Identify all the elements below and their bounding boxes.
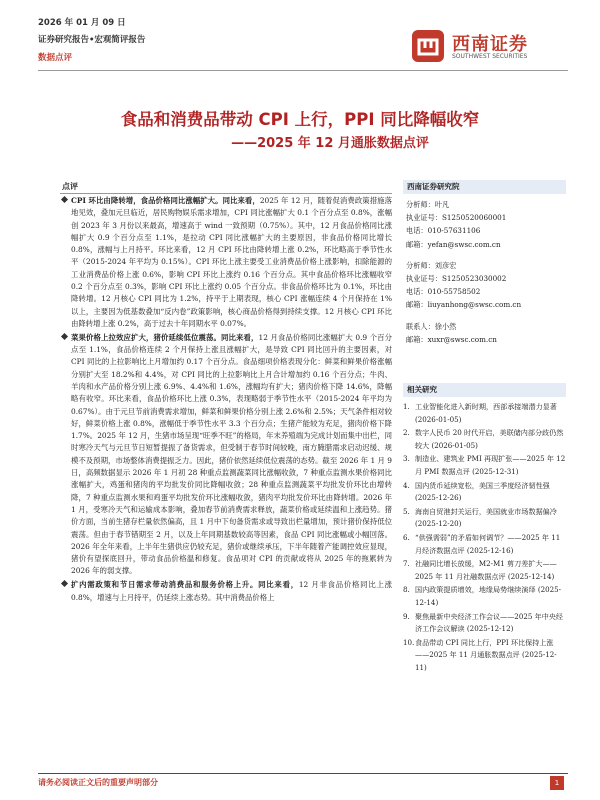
report-type: 证券研究报告•宏观简评报告 — [38, 35, 146, 45]
list-item[interactable]: 8. 国内政策提质增效，地缘局势继续演绎 (2025-12-14) — [403, 585, 562, 607]
list-item[interactable]: 7. 社融同比增长放缓，M2-M1 剪刀差扩大——2025 年 11 月社融数据点评 (2025-12-14) — [403, 559, 557, 581]
list-item[interactable]: 2. 数字人民币 20 时代开启，美联储内部分歧仍然较大 (2026-01-05) — [403, 428, 564, 450]
paragraph-nonfood — [62, 579, 392, 604]
analyst-name: 分析师：叶凡 — [406, 200, 450, 209]
paragraph-cpi — [62, 195, 392, 330]
bullet-icon — [61, 333, 68, 340]
report-kind: 数据点评 — [38, 53, 73, 63]
related-research-panel — [403, 383, 566, 675]
related-research-list — [403, 401, 566, 674]
contact-name: 联系人：徐小然 — [406, 321, 457, 331]
analyst-phone: 电话：010-55758502 — [406, 287, 481, 297]
section-label: 点评 — [62, 181, 78, 191]
page-number: 1 — [550, 776, 564, 790]
paragraph-text: 12 月非食品价格同比上涨 0.8%，增速与上月持平，仍延续上涨态势。其中消费品价格上 — [71, 580, 392, 602]
analyst-name: 分析师：刘彦宏 — [406, 260, 457, 270]
logo-mark-icon — [410, 28, 446, 64]
contact-email[interactable]: 邮箱：xuxr@swsc.com.cn — [406, 334, 497, 344]
analyst-email[interactable]: 邮箱：yefan@swsc.com.cn — [406, 239, 501, 249]
analyst-cert: 执业证号：S1250520060001 — [406, 213, 507, 223]
list-item[interactable]: 5. 海南自贸港封关运行，美国就业市场数据偏冷 (2025-12-20) — [403, 506, 557, 529]
section-divider — [60, 193, 392, 194]
related-research-header: 相关研究 — [403, 383, 566, 397]
footer-notice: 请务必阅读正文后的重要声明部分 — [38, 777, 158, 787]
page-subtitle: ——2025 年 12 月通胀数据点评 — [231, 136, 429, 151]
footer-divider — [38, 773, 568, 774]
analyst-panel — [403, 180, 566, 346]
header-divider — [38, 70, 568, 71]
analyst-email[interactable]: 邮箱：liuyanhong@swsc.com.cn — [406, 300, 522, 310]
page-title: 食品和消费品带动 CPI 上行，PPI 同比降幅收窄 — [120, 110, 480, 129]
logo-text: 西南证券 — [452, 34, 528, 55]
logo-english: SOUTHWEST SECURITIES — [452, 53, 528, 60]
bullet-icon — [61, 196, 68, 203]
analyst-cert: 执业证号：S1250523030002 — [406, 274, 507, 284]
main-body — [62, 195, 392, 605]
paragraph-lead: 菜果价格上拉效应扩大，猪价延续低位震荡。同比来看， — [71, 332, 259, 342]
paragraph-lead: 扩内需政策和节日需求带动消费品和服务价格上升。同比来看， — [71, 580, 299, 590]
paragraph-text: 12 月食品价格同比涨幅扩大 0.9 个百分点至 1.1%，食品价格连续 2 个月保持上涨且涨幅扩大，是导致 CPI 同比回升的主要因素，对 CPI 同比的上拉影响比上月增加约 0.17 个百分点。食品细项价格表现分化：鲜菜和鲜果价格涨幅分别扩大至 18.2%和 4.4%，对 CPI 同比的上拉影响比上月合计增加约 0.16 个百分点；牛肉、羊肉和水产品价格分别上涨 6.9%、4.4%和 1.6%，涨幅均有扩大；猪肉价格下降 14.6%，降幅略有收窄。环比来看，食品价格环比上涨 0.3%，表现略弱于季节性水平（2015-2024 年平均为 0.67%）。由于元旦节前消费需求增加，鲜菜和鲜果价格分别上涨 2.6%和 2.5%；天气条件相对较好，鲜菜价格上涨 0.8%，涨幅低于季节性水平 3.3 个百分点；生猪产能较为充足，猪肉价格下降 1.7%。2025 年 12 月，生猪市场呈现“旺季不旺”的格局，年末养殖端为完成计划而集中出栏，同时寒冷天气与元旦节日短暂提振了备货需求，但受制于春节时间较晚，南方腌腊需求启动迟缓、规模不及预期，市场整体消费提振乏力。因此，猪价依然延续低位震荡的态势。截至 2026 年 1 月 9 日，高频数据显示 2026 年 1 月初 28 种重点监测蔬菜同比涨幅收敛，7 种重点监测水果价格同比涨幅扩大，鸡蛋和猪肉的平均批发价同比降幅收敛；28 种重点监测蔬菜平均批发价环比由增转降，7 种重点监测水果和鸡蛋平均批发价环比涨幅收敛，猪肉平均批发价环比由降转增。2026 年 1 月，受寒冷天气和运输成本影响，叠加春节前消费需求释放，蔬菜价格或延续温和上涨趋势。猪价方面，当前生猪存栏量依然偏高，且 1 月中下旬备货需求或导致出栏量增加，预计猪价保持低位震荡。但由于春节错期至 2 月，以及上年同期基数较高等因素，食品 CPI 同比涨幅或小幅回落。2026 年全年来看，上半年生猪供应仍较充足，猪价或继续承压，下半年随着产能调控效应显现，猪价有望探底回升，带动食品价格温和修复。食品项对 CPI 的贡献或将从 2025 年的拖累转为 2026 年的弱支撑。 — [71, 332, 392, 576]
analyst-phone: 电话：010-57631106 — [406, 226, 481, 236]
list-item[interactable]: 10. 食品带动 CPI 同比上行，PPI 环比保持上涨——2025 年 11 月通胀数据点评 (2025-12-11) — [403, 637, 557, 672]
paragraph-food — [62, 332, 392, 578]
analyst-info — [403, 194, 566, 346]
list-item[interactable]: 9. 聚焦最新中央经济工作会议——2025 年中央经济工作会议解读 (2025-12-12) — [403, 611, 563, 634]
analyst-panel-header: 西南证券研究院 — [403, 180, 566, 194]
report-date: 2026 年 01 月 09 日 — [38, 18, 126, 28]
list-item[interactable]: 6. “供强需弱”的矛盾如何调节？——2025 年 11 月经济数据点评 (2025-12-16) — [403, 532, 561, 555]
brand-logo — [410, 26, 570, 68]
list-item[interactable]: 4. 国内货币延续宽松，美国三季度经济韧性强 (2025-12-26) — [403, 480, 550, 503]
bullet-icon — [61, 580, 68, 587]
list-item[interactable]: 1. 工业智能化进入新时期，西部承接端潜力显著 (2026-01-05) — [403, 402, 557, 424]
paragraph-text: 2025 年 12 月，随着促消费政策措施落地见效，叠加元旦临近，居民购物娱乐需求增加，CPI 同比涨幅扩大 0.1 个百分点至 0.8%，涨幅创 2023 年 3 月份以来最高，增速高于 wind 一致预期（0.75%）。其中，12 月食品价格同比涨幅扩大 0.9 个百分点至 1.1%，是拉动 CPI 同比涨幅扩大的主要原因，非食品价格同比增长 0.8%，涨幅与上月持平。环比来看，12 月 CPI 环比由降转增上涨 0.2%，环比略高于季节性水平（2015-2024 年平均为 0.15%）。CPI 环比上涨主要受工业消费品价格上涨影响，扣除能源的工业消费品价格上涨 0.6%，影响 CPI 环比上涨约 0.16 个百分点。其中食品价格环比涨幅收窄 0.2 个百分点至 0.3%，影响 CPI 环比上涨约 0.05 个百分点。非食品价格环比为 0.1%，环比由降转增。12 月核心 CPI 同比为 1.2%，持平于上期表现，核心 CPI 涨幅连续 4 个月保持在 1%以上，主要因为低基数叠加“反内卷”政策影响，核心商品价格得到持续支撑。12 月核心 CPI 环比由降转增上涨 0.2%，高于过去十年同期水平 0.07%。 — [71, 196, 392, 328]
list-item[interactable]: 3. 制造业、建筑业 PMI 再现扩张——2025 年 12 月 PMI 数据点评 (2025-12-31) — [403, 454, 566, 476]
paragraph-lead: CPI 环比由降转增，食品价格同比涨幅扩大。同比来看， — [71, 196, 260, 205]
